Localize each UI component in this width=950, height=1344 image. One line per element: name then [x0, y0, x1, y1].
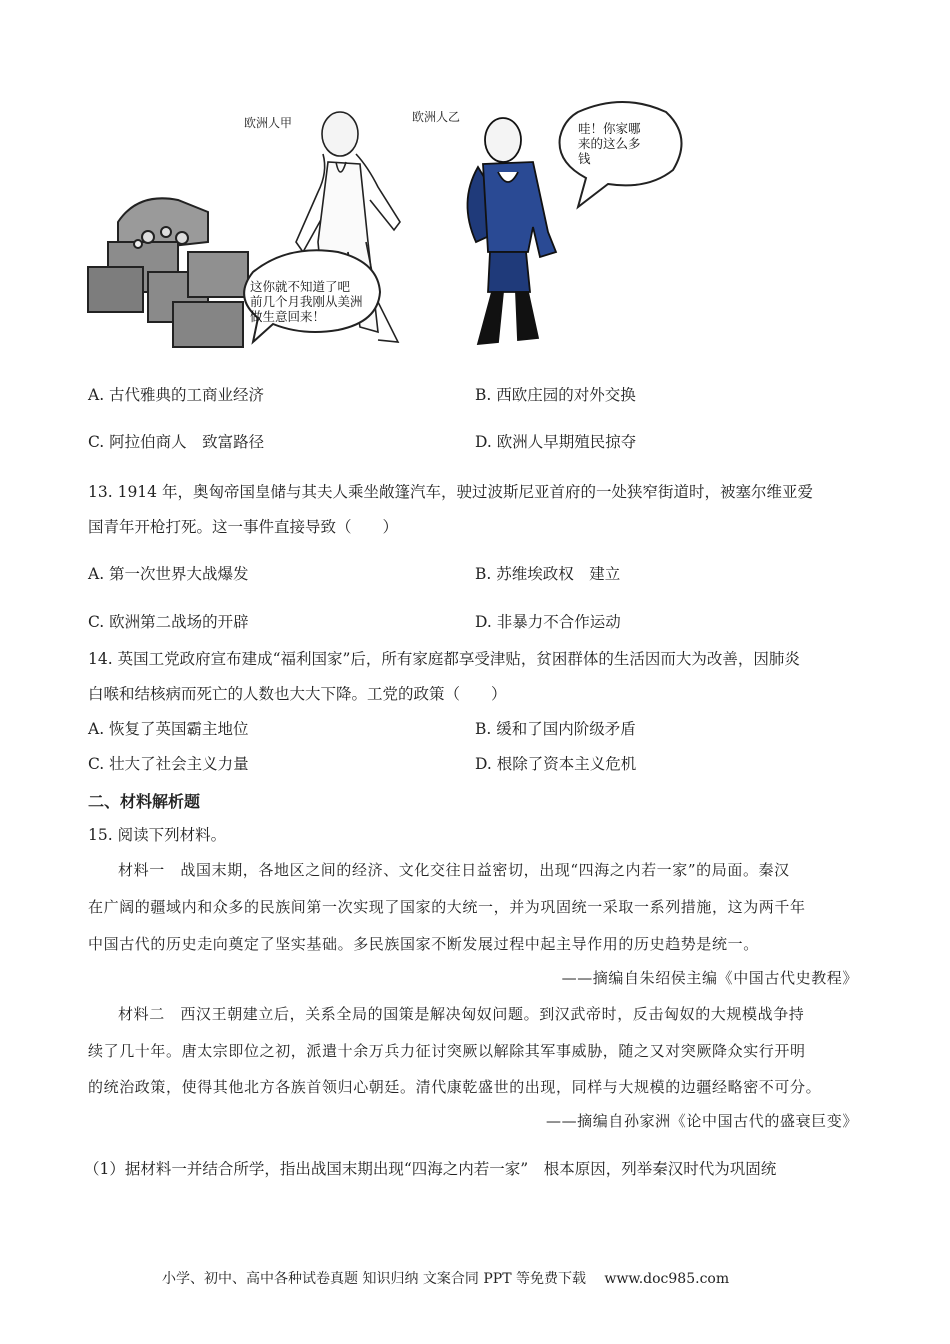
material-2-line-1: 材料二 西汉王朝建立后，关系全局的国策是解决匈奴问题。到汉武帝时，反击匈奴的大规模战争持: [118, 1005, 805, 1023]
q14-option-b: B. 缓和了国内阶级矛盾: [475, 720, 636, 738]
bubble-a-line-1: 这你就不知道了吧: [250, 279, 351, 294]
q13-stem-line-1: 13. 1914 年，奥匈帝国皇储与其夫人乘坐敞篷汽车，驶过波斯尼亚首府的一处狭窄街道时，被塞尔维亚爱: [88, 483, 813, 501]
figure-a-label: 欧洲人甲: [244, 116, 293, 130]
speech-bubble-a: [244, 250, 380, 342]
material-1-line-2: 在广阔的疆域内和众多的民族间第一次实现了国家的大统一，并为巩固统一采取一系列措施，这为两千年: [88, 898, 806, 916]
q13-option-a: A. 第一次世界大战爆发: [88, 565, 249, 583]
material-1-source: ——摘编自朱绍侯主编《中国古代史教程》: [561, 969, 858, 987]
q12-option-a: A. 古代雅典的工商业经济: [88, 386, 265, 404]
q12-option-c: C. 阿拉伯商人 致富路径: [88, 433, 265, 451]
q14-stem-line-1: 14. 英国工党政府宣布建成“福利国家”后，所有家庭都享受津贴，贫困群体的生活因而大为改善，因肺炎: [88, 650, 800, 668]
bubble-b-line-3: 钱: [578, 151, 591, 166]
bubble-a-line-3: 做生意回来！: [250, 309, 326, 324]
figure-b-label: 欧洲人乙: [412, 110, 461, 124]
q12-option-d: D. 欧洲人早期殖民掠夺: [475, 433, 637, 451]
treasure-chest-image: [88, 198, 248, 347]
q13-stem-line-2: 国青年开枪打死。这一事件直接导致（ ）: [88, 518, 399, 536]
q14-option-d: D. 根除了资本主义危机: [475, 755, 637, 773]
q13-option-d: D. 非暴力不合作运动: [475, 613, 621, 631]
bubble-a-line-2: 前几个月我刚从美洲: [250, 294, 363, 309]
q15-sub-question-1: （1）据材料一并结合所学，指出战国末期出现“四海之内若一家” 根本原因，列举秦汉时代为巩固统: [84, 1160, 777, 1178]
q13-option-c: C. 欧洲第二战场的开辟: [88, 613, 249, 631]
q14-stem-line-2: 白喉和结核病而死亡的人数也大大下降。工党的政策（ ）: [88, 685, 507, 703]
bubble-b-line-2: 来的这么多: [578, 136, 641, 151]
section-heading: 二、材料解析题: [88, 792, 201, 811]
material-1-line-3: 中国古代的历史走向奠定了坚实基础。多民族国家不断发展过程中起主导作用的历史趋势是统一。: [88, 935, 759, 953]
material-2-source: ——摘编自孙家洲《论中国古代的盛衰巨变》: [545, 1112, 858, 1130]
q13-option-b: B. 苏维埃政权 建立: [475, 565, 621, 583]
q15-intro: 15. 阅读下列材料。: [88, 826, 227, 844]
figure-b-drawing: [467, 118, 556, 344]
material-2-line-2: 续了几十年。唐太宗即位之初，派遣十余万兵力征讨突厥以解除其军事威胁，随之又对突厥降众实行开明: [88, 1042, 806, 1060]
q14-option-c: C. 壮大了社会主义力量: [88, 755, 249, 773]
q14-option-a: A. 恢复了英国霸主地位: [88, 720, 249, 738]
cartoon-illustration: [78, 92, 718, 354]
bubble-b-line-1: 哇！你家哪: [578, 121, 641, 136]
speech-bubble-b: [560, 102, 682, 207]
footer-text: 小学、初中、高中各种试卷真题 知识归纳 文案合同 PPT 等免费下载 www.doc985.com: [162, 1271, 730, 1287]
q12-option-b: B. 西欧庄园的对外交换: [475, 386, 636, 404]
material-1-line-1: 材料一 战国末期，各地区之间的经济、文化交往日益密切，出现“四海之内若一家”的局面。秦汉: [118, 861, 790, 879]
material-2-line-3: 的统治政策，使得其他北方各族首领归心朝廷。清代康乾盛世的出现，同样与大规模的边疆经略密不可分。: [88, 1078, 822, 1096]
